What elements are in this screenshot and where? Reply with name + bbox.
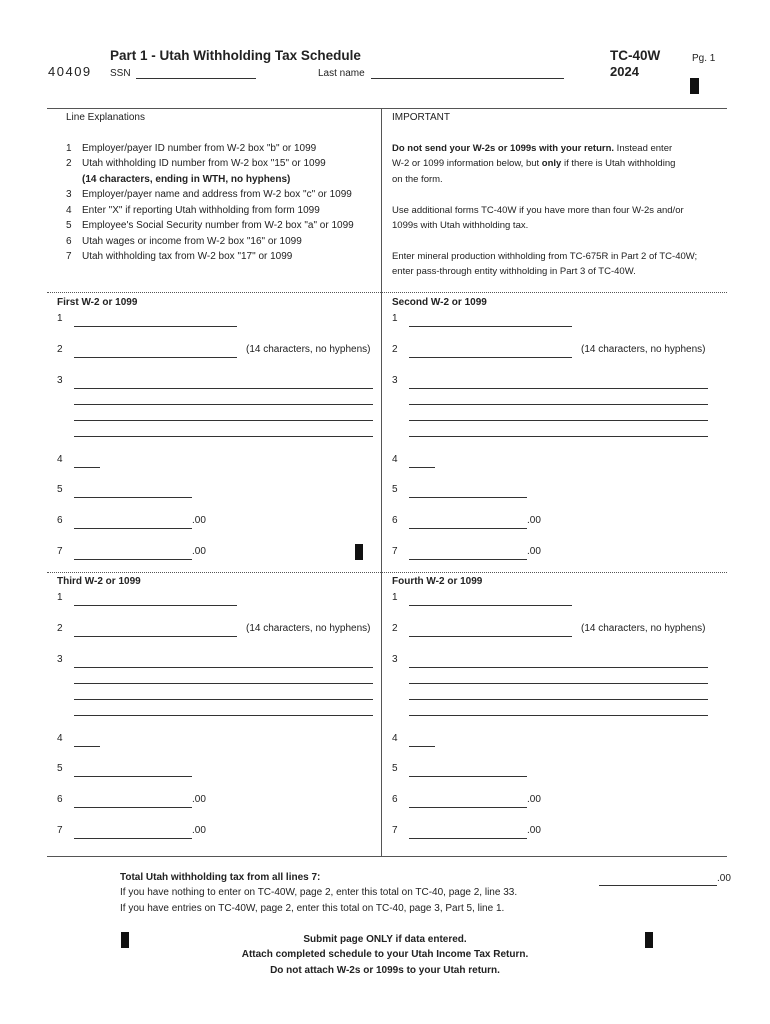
important-only: only: [541, 158, 562, 169]
w2-3-utah-wages-field[interactable]: [74, 795, 192, 808]
w2-2-utah-withholding-id-field[interactable]: [409, 345, 572, 358]
explanations-title: Line Explanations: [66, 112, 145, 123]
w2-4-line-1-number: 1: [392, 592, 398, 603]
expl-num-3: 3: [66, 189, 72, 200]
w2-2-line-2-hint: (14 characters, no hyphens): [581, 344, 706, 355]
ssn-label: SSN: [110, 68, 131, 79]
bottom-divider: [47, 856, 727, 857]
expl-num-2: 2: [66, 158, 72, 169]
form-id: TC-40W: [610, 48, 661, 63]
w2-4-line-2-hint: (14 characters, no hyphens): [581, 623, 706, 634]
w2-2-employer-name-address-field-4[interactable]: [409, 424, 708, 437]
w2-3-employer-name-address-field-4[interactable]: [74, 703, 373, 716]
w2-4-utah-withholding-tax-cents: .00: [527, 825, 541, 836]
w2-1-line-6-number: 6: [57, 515, 63, 526]
total-withholding-field[interactable]: [599, 873, 717, 886]
w2-4-utah-withholding-id-field[interactable]: [409, 624, 572, 637]
footer-line-1: Submit page ONLY if data entered.: [303, 934, 467, 945]
w2-3-line-4-number: 4: [57, 733, 63, 744]
column-divider: [381, 109, 382, 856]
expl-text-2: Utah withholding ID number from W-2 box "15" or 1099: [82, 158, 326, 169]
total-instruction-1: If you have nothing to enter on TC-40W, page 2, enter this total on TC-40, page 2, line 33.: [120, 887, 518, 898]
w2-2-form-1099-x-field[interactable]: [409, 455, 435, 468]
registration-mark: [690, 78, 699, 94]
w2-1-utah-withholding-tax-cents: .00: [192, 546, 206, 557]
w2-1-employer-name-address-field-1[interactable]: [74, 376, 373, 389]
w2-3-line-6-number: 6: [57, 794, 63, 805]
expl-text-1: Employer/payer ID number from W-2 box "b" or 1099: [82, 143, 317, 154]
w2-2-employer-name-address-field-2[interactable]: [409, 392, 708, 405]
w2-2-line-3-number: 3: [392, 375, 398, 386]
important-p3-line1: Enter mineral production withholding from TC-675R in Part 2 of TC-40W;: [392, 251, 698, 262]
w2-2-employer-name-address-field-1[interactable]: [409, 376, 708, 389]
total-title: Total Utah withholding tax from all lines 7:: [120, 872, 321, 883]
w2-3-line-2-hint: (14 characters, no hyphens): [246, 623, 371, 634]
w2-4-employer-name-address-field-4[interactable]: [409, 703, 708, 716]
w2-4-line-3-number: 3: [392, 654, 398, 665]
w2-3-form-1099-x-field[interactable]: [74, 734, 100, 747]
expl-text-7: Utah withholding tax from W-2 box "17" or 1099: [82, 251, 293, 262]
w2-2-utah-withholding-tax-cents: .00: [527, 546, 541, 557]
important-p1-line3: on the form.: [392, 174, 443, 185]
expl-text-3: Employer/payer name and address from W-2 box "c" or 1099: [82, 189, 352, 200]
important-title: IMPORTANT: [392, 112, 450, 123]
w2-2-employer-name-address-field-3[interactable]: [409, 408, 708, 421]
w2-2-line-1-number: 1: [392, 313, 398, 324]
lastname-field[interactable]: [371, 66, 564, 79]
w2-3-section-title: Third W-2 or 1099: [57, 576, 141, 587]
w2-4-employer-name-address-field-2[interactable]: [409, 671, 708, 684]
important-p1a: Instead enter: [614, 143, 673, 154]
w2-1-section-title: First W-2 or 1099: [57, 297, 138, 308]
lastname-label: Last name: [318, 68, 365, 79]
expl-text-5: Employee's Social Security number from W-2 box "a" or 1099: [82, 220, 354, 231]
w2-2-employee-ssn-field[interactable]: [409, 485, 527, 498]
section-divider-1: [47, 292, 727, 293]
w2-4-utah-wages-cents: .00: [527, 794, 541, 805]
w2-4-utah-withholding-tax-field[interactable]: [409, 826, 527, 839]
w2-1-form-1099-x-field[interactable]: [74, 455, 100, 468]
w2-3-employee-ssn-field[interactable]: [74, 764, 192, 777]
w2-3-utah-withholding-tax-cents: .00: [192, 825, 206, 836]
expl-num-5: 5: [66, 220, 72, 231]
w2-4-form-1099-x-field[interactable]: [409, 734, 435, 747]
ssn-field[interactable]: [136, 66, 256, 79]
expl-num-4: 4: [66, 205, 72, 216]
important-p1c: if there is Utah withholding: [561, 158, 676, 169]
w2-2-utah-wages-field[interactable]: [409, 516, 527, 529]
expl-num-6: 6: [66, 236, 72, 247]
w2-1-utah-withholding-tax-field[interactable]: [74, 547, 192, 560]
w2-2-utah-withholding-tax-field[interactable]: [409, 547, 527, 560]
w2-3-utah-withholding-tax-field[interactable]: [74, 826, 192, 839]
expl-text-6: Utah wages or income from W-2 box "16" or 1099: [82, 236, 302, 247]
w2-3-line-5-number: 5: [57, 763, 63, 774]
w2-3-line-2-number: 2: [57, 623, 63, 634]
w2-1-utah-withholding-id-field[interactable]: [74, 345, 237, 358]
w2-2-line-6-number: 6: [392, 515, 398, 526]
w2-4-employer-name-address-field-1[interactable]: [409, 655, 708, 668]
w2-1-employer-id-field[interactable]: [74, 314, 237, 327]
w2-4-employer-id-field[interactable]: [409, 593, 572, 606]
registration-mark-mid: [355, 544, 363, 560]
w2-3-employer-name-address-field-1[interactable]: [74, 655, 373, 668]
w2-1-line-5-number: 5: [57, 484, 63, 495]
w2-4-employer-name-address-field-3[interactable]: [409, 687, 708, 700]
w2-3-employer-id-field[interactable]: [74, 593, 237, 606]
w2-4-line-5-number: 5: [392, 763, 398, 774]
form-title: Part 1 - Utah Withholding Tax Schedule: [110, 48, 361, 63]
w2-1-line-4-number: 4: [57, 454, 63, 465]
w2-2-line-2-number: 2: [392, 344, 398, 355]
footer-line-3: Do not attach W-2s or 1099s to your Utah return.: [270, 965, 500, 976]
w2-1-line-2-hint: (14 characters, no hyphens): [246, 344, 371, 355]
expl-text-4: Enter "X" if reporting Utah withholding from form 1099: [82, 205, 320, 216]
w2-2-line-4-number: 4: [392, 454, 398, 465]
w2-1-employee-ssn-field[interactable]: [74, 485, 192, 498]
w2-1-line-3-number: 3: [57, 375, 63, 386]
important-p3-line2: enter pass-through entity withholding in Part 3 of TC-40W.: [392, 266, 636, 277]
w2-3-utah-wages-cents: .00: [192, 794, 206, 805]
expl-num-1: 1: [66, 143, 72, 154]
expl-num-7: 7: [66, 251, 72, 262]
total-cents: .00: [717, 873, 731, 884]
important-p1b: W-2 or 1099 information below, but: [392, 158, 542, 169]
w2-4-line-4-number: 4: [392, 733, 398, 744]
important-p2-line2: 1099s with Utah withholding tax.: [392, 220, 529, 231]
form-code: 40409: [48, 64, 92, 79]
w2-3-utah-withholding-id-field[interactable]: [74, 624, 237, 637]
w2-4-utah-wages-field[interactable]: [409, 795, 527, 808]
important-p1-line2: [392, 158, 675, 169]
w2-1-employer-name-address-field-3[interactable]: [74, 408, 373, 421]
w2-4-line-6-number: 6: [392, 794, 398, 805]
important-p2-line1: Use additional forms TC-40W if you have more than four W-2s and/or: [392, 205, 684, 216]
page-number: Pg. 1: [692, 53, 716, 64]
total-instruction-2: If you have entries on TC-40W, page 2, enter this total on TC-40, page 3, Part 5, line 1.: [120, 903, 505, 914]
w2-2-utah-wages-cents: .00: [527, 515, 541, 526]
w2-1-utah-wages-field[interactable]: [74, 516, 192, 529]
header-divider: [47, 108, 727, 109]
w2-3-employer-name-address-field-2[interactable]: [74, 671, 373, 684]
w2-2-line-5-number: 5: [392, 484, 398, 495]
expl-text-2b: (14 characters, ending in WTH, no hyphens): [82, 174, 291, 185]
w2-3-line-3-number: 3: [57, 654, 63, 665]
section-divider-2: [47, 572, 727, 573]
w2-2-line-7-number: 7: [392, 546, 398, 557]
w2-1-line-1-number: 1: [57, 313, 63, 324]
w2-1-utah-wages-cents: .00: [192, 515, 206, 526]
w2-3-line-1-number: 1: [57, 592, 63, 603]
w2-2-section-title: Second W-2 or 1099: [392, 297, 487, 308]
form-year: 2024: [610, 64, 639, 79]
w2-3-line-7-number: 7: [57, 825, 63, 836]
w2-1-line-2-number: 2: [57, 344, 63, 355]
w2-1-employer-name-address-field-2[interactable]: [74, 392, 373, 405]
important-p1-line1: [392, 143, 672, 154]
w2-1-employer-name-address-field-4[interactable]: [74, 424, 373, 437]
w2-4-line-7-number: 7: [392, 825, 398, 836]
w2-4-line-2-number: 2: [392, 623, 398, 634]
footer-line-2: Attach completed schedule to your Utah Income Tax Return.: [241, 949, 529, 960]
w2-2-employer-id-field[interactable]: [409, 314, 572, 327]
w2-4-employee-ssn-field[interactable]: [409, 764, 527, 777]
w2-3-employer-name-address-field-3[interactable]: [74, 687, 373, 700]
w2-1-line-7-number: 7: [57, 546, 63, 557]
w2-4-section-title: Fourth W-2 or 1099: [392, 576, 483, 587]
important-bold: Do not send your W-2s or 1099s with your return.: [392, 143, 615, 154]
